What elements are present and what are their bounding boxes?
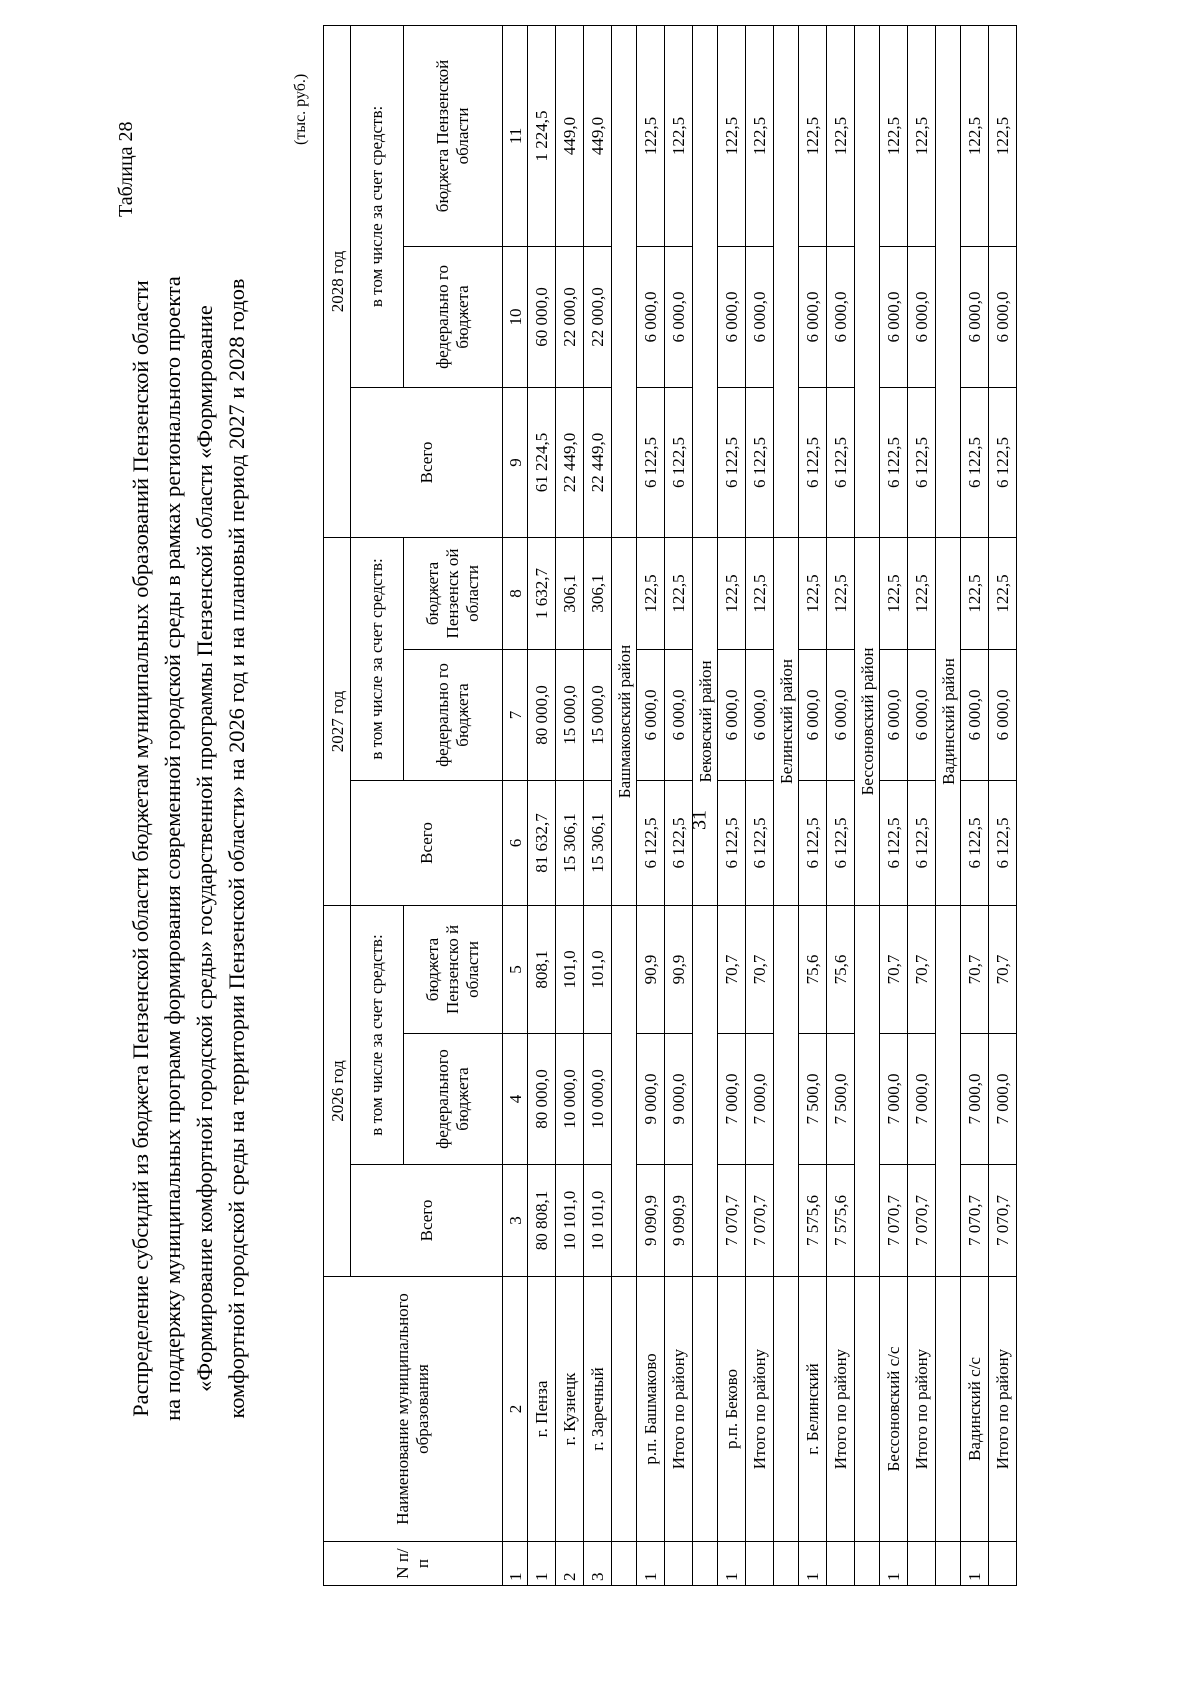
municipality-name: Вадинский с/с <box>961 1277 989 1542</box>
value-cell: 122,5 <box>961 25 989 246</box>
value-cell: 70,7 <box>908 905 936 1033</box>
value-cell: 7 000,0 <box>746 1034 774 1165</box>
value-cell: 7 575,6 <box>799 1165 827 1277</box>
heading-line: «Формирование комфортной городской среды» государственной программы Пензенской области «Формирование <box>192 305 217 1392</box>
value-cell: 449,0 <box>556 25 584 246</box>
value-cell: 122,5 <box>961 537 989 649</box>
value-cell: 122,5 <box>637 25 665 246</box>
column-number: 4 <box>503 1034 528 1165</box>
value-cell: 6 000,0 <box>989 649 1017 780</box>
header-regional: бюджета Пензенско й области <box>404 905 503 1033</box>
value-cell: 6 122,5 <box>880 387 908 537</box>
value-cell: 7 070,7 <box>961 1165 989 1277</box>
value-cell: 15 000,0 <box>584 649 612 780</box>
spacer-cell <box>936 1542 961 1586</box>
subsidy-table <box>323 25 1017 1586</box>
value-cell: 15 306,1 <box>584 780 612 905</box>
header-federal: федерального бюджета <box>404 1034 503 1165</box>
value-cell: 122,5 <box>989 537 1017 649</box>
value-cell: 7 500,0 <box>799 1034 827 1165</box>
value-cell: 6 122,5 <box>665 387 693 537</box>
value-cell: 9 090,9 <box>637 1165 665 1277</box>
value-cell: 122,5 <box>827 537 855 649</box>
value-cell: 70,7 <box>880 905 908 1033</box>
district-total-row <box>746 25 774 1585</box>
value-cell: 6 000,0 <box>799 649 827 780</box>
header-incl: в том числе за счет средств: <box>351 25 404 387</box>
row-number: 1 <box>880 1542 908 1586</box>
table-row <box>637 25 665 1585</box>
value-cell: 7 000,0 <box>880 1034 908 1165</box>
value-cell: 75,6 <box>799 905 827 1033</box>
value-cell: 61 224,5 <box>528 387 556 537</box>
value-cell: 1 632,7 <box>528 537 556 649</box>
value-cell: 70,7 <box>989 905 1017 1033</box>
municipality-name: р.п. Башмаково <box>637 1277 665 1542</box>
spacer-cell <box>855 1542 880 1586</box>
spacer-cell <box>936 1277 961 1542</box>
value-cell: 10 101,0 <box>584 1165 612 1277</box>
row-number: 1 <box>718 1542 746 1586</box>
column-number: 1 <box>503 1542 528 1586</box>
spacer-cell <box>774 1277 799 1542</box>
value-cell: 70,7 <box>746 905 774 1033</box>
column-number: 2 <box>503 1277 528 1542</box>
spacer-cell <box>612 25 637 537</box>
value-cell: 6 000,0 <box>880 246 908 387</box>
value-cell: 10 000,0 <box>556 1034 584 1165</box>
value-cell: 9 000,0 <box>665 1034 693 1165</box>
heading-line: на поддержку муниципальных программ формирования современной городской среды в рамках регионального проекта <box>160 276 185 1421</box>
value-cell: 7 070,7 <box>718 1165 746 1277</box>
value-cell: 6 122,5 <box>718 780 746 905</box>
value-cell: 6 122,5 <box>908 780 936 905</box>
spacer-cell <box>693 1542 718 1586</box>
value-cell: 70,7 <box>961 905 989 1033</box>
value-cell: 6 122,5 <box>989 780 1017 905</box>
value-cell: 6 122,5 <box>799 387 827 537</box>
value-cell: 122,5 <box>799 25 827 246</box>
value-cell: 6 000,0 <box>908 246 936 387</box>
district-total-row <box>989 25 1017 1585</box>
value-cell: 10 101,0 <box>556 1165 584 1277</box>
value-cell: 122,5 <box>746 25 774 246</box>
value-cell: 81 632,7 <box>528 780 556 905</box>
value-cell: 122,5 <box>908 537 936 649</box>
spacer-cell <box>612 1542 637 1586</box>
table-row <box>961 25 989 1585</box>
value-cell: 90,9 <box>665 905 693 1033</box>
municipality-name: Итого по району <box>665 1277 693 1542</box>
municipality-name: г. Заречный <box>584 1277 612 1542</box>
value-cell: 6 122,5 <box>827 387 855 537</box>
value-cell: 6 000,0 <box>799 246 827 387</box>
value-cell: 6 000,0 <box>718 649 746 780</box>
table-row <box>584 25 612 1585</box>
spacer-row <box>936 25 961 1585</box>
value-cell: 6 122,5 <box>961 780 989 905</box>
value-cell: 7 000,0 <box>961 1034 989 1165</box>
value-cell: 7 070,7 <box>746 1165 774 1277</box>
row-number: 1 <box>528 1542 556 1586</box>
spacer-cell <box>855 905 880 1276</box>
value-cell: 122,5 <box>880 25 908 246</box>
value-cell: 6 122,5 <box>665 780 693 905</box>
value-cell: 6 000,0 <box>908 649 936 780</box>
district-title: Бековский район <box>693 537 718 905</box>
municipality-name: г. Пенза <box>528 1277 556 1542</box>
header-federal: федерально го бюджета <box>404 246 503 387</box>
value-cell: 6 122,5 <box>746 387 774 537</box>
header-n: N п/п <box>324 1542 503 1586</box>
document-heading <box>125 0 253 1697</box>
value-cell: 122,5 <box>746 537 774 649</box>
district-total-row <box>827 25 855 1585</box>
column-number-row <box>503 25 528 1585</box>
value-cell: 6 122,5 <box>637 387 665 537</box>
value-cell: 6 000,0 <box>637 649 665 780</box>
value-cell: 6 000,0 <box>665 649 693 780</box>
spacer-cell <box>774 1542 799 1586</box>
value-cell: 90,9 <box>637 905 665 1033</box>
table-row <box>718 25 746 1585</box>
value-cell: 70,7 <box>718 905 746 1033</box>
value-cell: 60 000,0 <box>528 246 556 387</box>
row-number <box>665 1542 693 1586</box>
spacer-cell <box>774 905 799 1276</box>
value-cell: 15 000,0 <box>556 649 584 780</box>
value-cell: 6 122,5 <box>718 387 746 537</box>
municipality-name: Итого по району <box>746 1277 774 1542</box>
spacer-cell <box>612 905 637 1276</box>
spacer-row <box>855 25 880 1585</box>
value-cell: 7 500,0 <box>827 1034 855 1165</box>
spacer-cell <box>612 1277 637 1542</box>
value-cell: 22 000,0 <box>584 246 612 387</box>
column-number: 8 <box>503 537 528 649</box>
value-cell: 122,5 <box>637 537 665 649</box>
municipality-name: Итого по району <box>908 1277 936 1542</box>
spacer-row <box>612 25 637 1585</box>
table-label: Таблица 28 <box>115 121 137 217</box>
municipality-name: р.п. Беково <box>718 1277 746 1542</box>
spacer-cell <box>936 25 961 537</box>
value-cell: 7 070,7 <box>989 1165 1017 1277</box>
value-cell: 22 449,0 <box>556 387 584 537</box>
value-cell: 6 122,5 <box>799 780 827 905</box>
value-cell: 6 000,0 <box>961 649 989 780</box>
value-cell: 7 000,0 <box>989 1034 1017 1165</box>
value-cell: 6 000,0 <box>665 246 693 387</box>
value-cell: 101,0 <box>556 905 584 1033</box>
header-name: Наименование муниципального образования <box>324 1277 503 1542</box>
value-cell: 22 449,0 <box>584 387 612 537</box>
row-number: 1 <box>961 1542 989 1586</box>
value-cell: 122,5 <box>799 537 827 649</box>
heading-line: Распределение субсидий из бюджета Пензенской области бюджетам муниципальных образований Пензенской области <box>128 280 153 1417</box>
value-cell: 6 122,5 <box>637 780 665 905</box>
value-cell: 80 000,0 <box>528 649 556 780</box>
value-cell: 22 000,0 <box>556 246 584 387</box>
row-number <box>989 1542 1017 1586</box>
value-cell: 75,6 <box>827 905 855 1033</box>
district-title: Белинский район <box>774 537 799 905</box>
district-total-row <box>908 25 936 1585</box>
spacer-cell <box>693 1277 718 1542</box>
value-cell: 122,5 <box>718 537 746 649</box>
value-cell: 6 000,0 <box>637 246 665 387</box>
page-number: 31 <box>688 810 711 830</box>
value-cell: 6 000,0 <box>880 649 908 780</box>
value-cell: 122,5 <box>718 25 746 246</box>
spacer-cell <box>855 25 880 537</box>
value-cell: 6 000,0 <box>989 246 1017 387</box>
header-federal: федерально го бюджета <box>404 649 503 780</box>
value-cell: 122,5 <box>908 25 936 246</box>
units-label: (тыс. руб.) <box>292 73 309 145</box>
value-cell: 101,0 <box>584 905 612 1033</box>
row-number <box>908 1542 936 1586</box>
district-title: Башмаковский район <box>612 537 637 905</box>
table-body <box>503 25 1017 1585</box>
header-regional: бюджета Пензенск ой области <box>404 537 503 649</box>
row-number: 3 <box>584 1542 612 1586</box>
row-number: 2 <box>556 1542 584 1586</box>
value-cell: 6 122,5 <box>746 780 774 905</box>
value-cell: 122,5 <box>827 25 855 246</box>
municipality-name: Итого по району <box>827 1277 855 1542</box>
district-total-row <box>665 25 693 1585</box>
header-regional: бюджета Пензенской области <box>404 25 503 246</box>
value-cell: 1 224,5 <box>528 25 556 246</box>
value-cell: 6 122,5 <box>989 387 1017 537</box>
row-number: 1 <box>637 1542 665 1586</box>
municipality-name: г. Кузнецк <box>556 1277 584 1542</box>
spacer-cell <box>774 25 799 537</box>
district-title: Бессоновский район <box>855 537 880 905</box>
value-cell: 122,5 <box>665 537 693 649</box>
value-cell: 9 090,9 <box>665 1165 693 1277</box>
value-cell: 6 122,5 <box>827 780 855 905</box>
value-cell: 449,0 <box>584 25 612 246</box>
value-cell: 122,5 <box>880 537 908 649</box>
value-cell: 7 575,6 <box>827 1165 855 1277</box>
value-cell: 7 000,0 <box>718 1034 746 1165</box>
column-number: 5 <box>503 905 528 1033</box>
value-cell: 122,5 <box>989 25 1017 246</box>
value-cell: 10 000,0 <box>584 1034 612 1165</box>
spacer-row <box>693 25 718 1585</box>
value-cell: 6 000,0 <box>961 246 989 387</box>
spacer-cell <box>936 905 961 1276</box>
value-cell: 306,1 <box>556 537 584 649</box>
table-row <box>880 25 908 1585</box>
header-year-2027: 2027 год <box>324 537 351 905</box>
header-total: Всего <box>351 1165 503 1277</box>
spacer-cell <box>855 1277 880 1542</box>
row-number: 1 <box>799 1542 827 1586</box>
value-cell: 7 070,7 <box>908 1165 936 1277</box>
value-cell: 6 000,0 <box>718 246 746 387</box>
header-incl: в том числе за счет средств: <box>351 905 404 1164</box>
value-cell: 6 000,0 <box>746 246 774 387</box>
value-cell: 6 000,0 <box>746 649 774 780</box>
column-number: 7 <box>503 649 528 780</box>
value-cell: 6 122,5 <box>961 387 989 537</box>
table-row <box>799 25 827 1585</box>
value-cell: 7 070,7 <box>880 1165 908 1277</box>
spacer-row <box>774 25 799 1585</box>
column-number: 10 <box>503 246 528 387</box>
header-total: Всего <box>351 780 503 905</box>
value-cell: 6 122,5 <box>880 780 908 905</box>
column-number: 11 <box>503 25 528 246</box>
value-cell: 808,1 <box>528 905 556 1033</box>
row-number <box>827 1542 855 1586</box>
value-cell: 6 000,0 <box>827 246 855 387</box>
value-cell: 15 306,1 <box>556 780 584 905</box>
value-cell: 306,1 <box>584 537 612 649</box>
column-number: 3 <box>503 1165 528 1277</box>
header-year-2028: 2028 год <box>324 25 351 537</box>
spacer-cell <box>693 905 718 1276</box>
value-cell: 9 000,0 <box>637 1034 665 1165</box>
header-year-2026: 2026 год <box>324 905 351 1276</box>
spacer-cell <box>693 25 718 537</box>
header-incl: в том числе за счет средств: <box>351 537 404 780</box>
column-number: 6 <box>503 780 528 905</box>
table-row <box>556 25 584 1585</box>
header-total: Всего <box>351 387 503 537</box>
municipality-name: Итого по району <box>989 1277 1017 1542</box>
value-cell: 80 000,0 <box>528 1034 556 1165</box>
value-cell: 80 808,1 <box>528 1165 556 1277</box>
heading-line: комфортной городской среды на территории Пензенской области» на 2026 год и на плановый период 2027 и 2028 годов <box>224 278 249 1419</box>
row-number <box>746 1542 774 1586</box>
municipality-name: г. Белинский <box>799 1277 827 1542</box>
value-cell: 7 000,0 <box>908 1034 936 1165</box>
municipality-name: Бессоновский с/с <box>880 1277 908 1542</box>
table-row <box>528 25 556 1585</box>
column-number: 9 <box>503 387 528 537</box>
district-title: Вадинский район <box>936 537 961 905</box>
value-cell: 122,5 <box>665 25 693 246</box>
value-cell: 6 000,0 <box>827 649 855 780</box>
value-cell: 6 122,5 <box>908 387 936 537</box>
